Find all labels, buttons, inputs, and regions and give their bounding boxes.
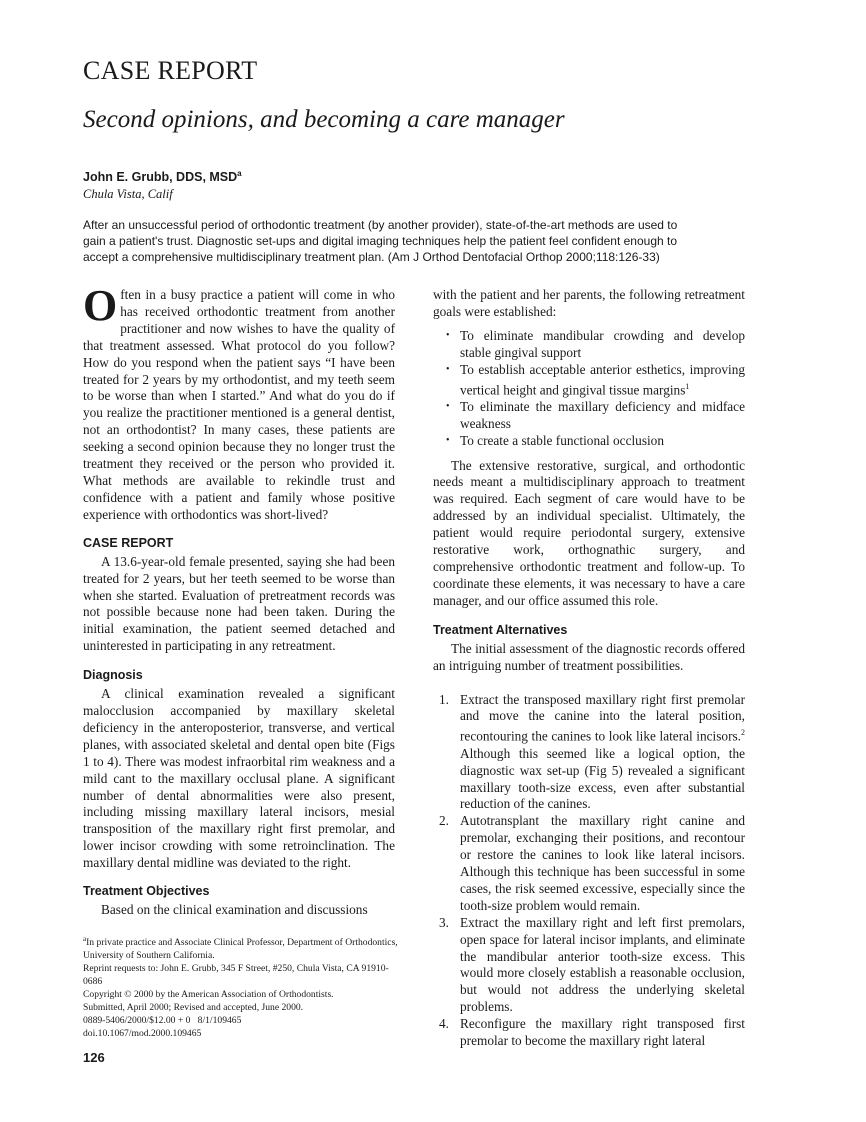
option-item — [433, 692, 745, 814]
footnote: Reprint requests to: John E. Grubb, 345 F Street, #250, Chula Vista, CA 91910-0686 — [83, 963, 389, 988]
footnote: Copyright © 2000 by the American Association of Orthodontists. — [83, 989, 334, 1001]
goal-text: To establish acceptable anterior esthetics, improving vertical height and gingival tissue margins — [460, 361, 745, 397]
option-item — [433, 915, 745, 1016]
author-sup: a — [237, 169, 242, 178]
continuation-paragraph: with the patient and her parents, the following retreatment goals were established: — [433, 287, 745, 319]
case-paragraph: A 13.6-year-old female presented, saying she had been treated for 2 years, but her teeth seemed to be worse than when she started. Evaluation of pretreatment records was not possible because none had been taken. During the initial examination, the patient seemed detached and uninterested in participating in any retreatment. — [83, 553, 395, 654]
page-number: 126 — [83, 1050, 105, 1066]
author-name — [83, 169, 242, 184]
goal-item — [433, 362, 745, 399]
goals-list — [433, 328, 745, 450]
left-column — [83, 281, 398, 1066]
diagnosis-heading: Diagnosis — [83, 668, 143, 683]
care-manager-paragraph: The extensive restorative, surgical, and orthodontic needs meant a multidisciplinary approach to treatment was required. Each segment of care would have to be addressed by an individual specialist. Ultimately, the patient would require periodontal surgery, extensive restorative work, orthognathic surgery, and comprehensive orthodontic treatment and follow-up. To coordinate these elements, it was necessary to have a care manager, and our office assumed this role. — [433, 457, 745, 608]
option-number: 2. — [439, 813, 449, 829]
option-number: 1. — [439, 691, 449, 707]
option-number: 4. — [439, 1016, 449, 1032]
diagnosis-paragraph: A clinical examination revealed a significant malocclusion accompanied by maxillary skeletal deficiency in the anteroposterior, transverse, and vertical planes, with associated skeletal and dental open bite (Figs 1 to 4). There was modest infraorbital rim weakness and a mild cant to the maxillary occlusal plane. A significant number of dental abnormalities were also present, including missing maxillary lateral incisors, mesial transposition of the maxillary right first premolar, and lower incisor crowding with some retroinclination. The maxillary dental midline was deviated to the right. — [83, 686, 395, 871]
footnote-marker: a — [83, 935, 87, 943]
abstract: After an unsuccessful period of orthodontic treatment (by another provider), state-of-the-art methods are used to gain a patient's trust. Diagnostic set-ups and digital imaging techniques help the patient feel confident enough to accept a comprehensive multidisciplinary treatment plan. (Am J Orthod Dentofacial Orthop 2000;118:126-33) — [83, 218, 678, 264]
objectives-heading: Treatment Objectives — [83, 884, 210, 899]
objectives-paragraph: Based on the clinical examination and discussions — [101, 902, 368, 918]
options-list — [433, 692, 745, 1050]
footnote: Submitted, April 2000; Revised and accepted, June 2000. — [83, 1002, 304, 1014]
option-text: Although this seemed like a logical option, the diagnostic wax set-up (Fig 5) revealed a significant maxillary tooth-size excess, even after substantial reduction of the canines. — [460, 745, 745, 812]
option-text: Autotransplant the maxillary right canine and premolar, exchanging their positions, and recontour or restore the canines to look like lateral incisors. Although this technique has been successful in some cases, the risk seemed excessive, especially since the tooth-size problem would remain. — [460, 813, 745, 913]
option-text: Extract the maxillary right and left first premolars, open space for lateral incisor implants, and eliminate the mandibular anterior tooth-size excess. This would more closely establish a reasonable occlusion, but would not address the underlying skeletal problems. — [460, 914, 745, 1015]
drop-cap: O — [83, 281, 118, 330]
option-number: 3. — [439, 914, 449, 930]
case-report-heading: CASE REPORT — [83, 535, 174, 550]
option-item — [433, 1016, 745, 1050]
footnote: 0889-5406/2000/$12.00 + 0 8/1/109465 — [83, 1015, 242, 1027]
citation: 1 — [685, 381, 690, 391]
option-text: Reconfigure the maxillary right transposed first premolar to become the maxillary right lateral — [460, 1016, 745, 1049]
footnote — [83, 933, 403, 962]
author-location: Chula Vista, Calif — [83, 187, 173, 201]
option-item — [433, 813, 745, 914]
option-text: Extract the transposed maxillary right first premolar and move the canine into the lateral position, recontouring the canines to look like lateral incisors. — [460, 691, 745, 744]
section-heading: CASE REPORT — [83, 56, 258, 85]
alternatives-paragraph: The initial assessment of the diagnostic records offered an intriguing number of treatment possibilities. — [433, 640, 745, 673]
footnote: doi.10.1067/mod.2000.109465 — [83, 1028, 202, 1040]
alternatives-heading: Treatment Alternatives — [433, 622, 568, 637]
goal-item: • To eliminate mandibular crowding and develop stable gingival support — [433, 328, 745, 362]
goal-item: • To create a stable functional occlusion — [433, 433, 745, 450]
author-text: John E. Grubb, DDS, MSD — [83, 170, 238, 185]
goal-item: • To eliminate the maxillary deficiency and midface weakness — [433, 399, 745, 433]
intro-text: ften in a busy practice a patient will come in who has received orthodontic treatment from another practitioner and now wishes to have the quality of that treatment assessed. What protocol do you follow? How do you respond when the patient says “I have been treated for 2 years by my orthodontist, and my teeth seem to be worse than when I started.” And what do you do if you realize the practitioner mentioned is a general dentist, not an orthodontist? In many cases, these patients are seeking a second opinion because they no longer trust the treatment they received or the person who provided it. What methods are available to rekindle trust and confidence with a patient and family whose positive experience with orthodontics was short-lived? — [83, 287, 395, 522]
article-title: Second opinions, and becoming a care manager — [83, 106, 565, 133]
footnote-text: In private practice and Associate Clinical Professor, Department of Orthodontics, University of Southern California. — [83, 937, 398, 962]
footnotes — [83, 933, 403, 1040]
citation: 2 — [741, 728, 745, 738]
intro-paragraph — [83, 281, 395, 524]
right-column — [433, 287, 745, 1050]
